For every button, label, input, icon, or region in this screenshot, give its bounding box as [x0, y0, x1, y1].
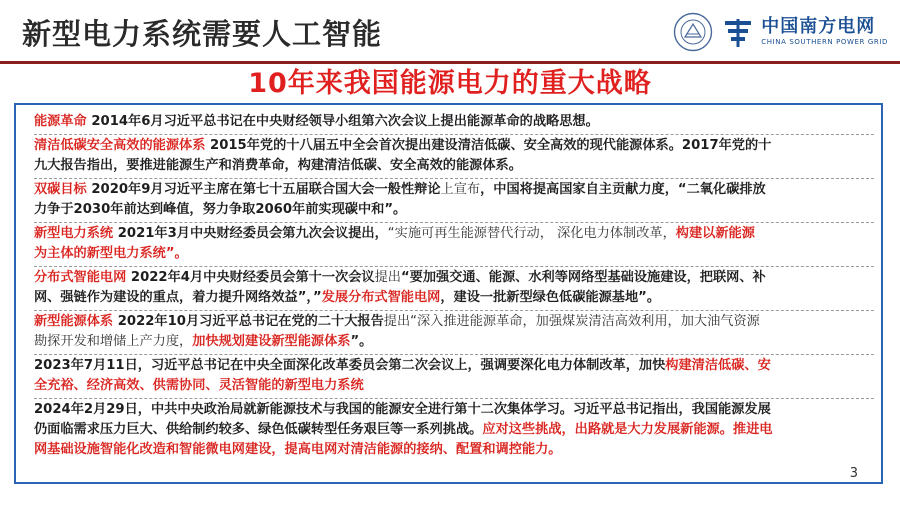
- item-text: 提出: [374, 270, 401, 285]
- item-line: [34, 156, 874, 176]
- strategy-tag: 分布式智能电网: [34, 270, 127, 285]
- item-line: [34, 312, 874, 332]
- slide-subtitle: 10年来我国能源电力的重大战略: [248, 68, 652, 99]
- strategy-tag: 新型能源体系: [34, 314, 114, 329]
- item-line: [34, 224, 874, 244]
- page-number: 3: [849, 466, 858, 481]
- item-text: 2020年9月习近平主席在第七十五届联合国大会一般性辩论: [91, 182, 441, 197]
- csg-logo-icon: [721, 15, 755, 49]
- strategy-tag: 新型电力系统: [34, 226, 114, 241]
- item-highlight: 加快规划建设新型能源体系: [192, 334, 351, 349]
- item-text: 上宣布: [440, 182, 481, 197]
- item-line: [34, 420, 874, 440]
- item-text: 2015年党的十八届五中全会首次提出建设清洁低碳、安全高效的现代能源体系。2017年党的十: [210, 138, 772, 153]
- strategy-item-energy-revolution: [34, 111, 874, 135]
- strategy-item-new-energy-system: [34, 311, 874, 355]
- item-text: 2023年7月11日，习近平总书记在中央全面深化改革委员会第二次会议上，强调要深化电力体制改革，加快: [34, 358, 666, 373]
- strategy-tag: 双碳目标: [34, 182, 87, 197]
- item-text: ”。: [350, 334, 373, 349]
- strategy-item-new-power-system: [34, 223, 874, 267]
- item-text: 网、强链作为建设的重点，着力提升网络效益”，”: [34, 290, 322, 305]
- item-text: 2024年2月29日，中共中央政治局就新能源技术与我国的能源安全进行第十二次集体学习。习近平总书记指出，我国能源发展: [34, 402, 771, 417]
- item-line: [34, 112, 874, 132]
- item-text: 2014年6月习近平总书记在中央财经领导小组第六次会议上提出能源革命的战略思想。: [91, 114, 599, 129]
- strategy-item-2024-study: [34, 399, 874, 462]
- logo-name-en: CHINA SOUTHERN POWER GRID: [761, 38, 888, 46]
- item-line: [34, 356, 874, 376]
- item-line: [34, 400, 874, 420]
- item-text: 勘探开发和增储上产力度，: [34, 334, 193, 349]
- content-box: [14, 103, 883, 484]
- strategy-item-2023-reform: [34, 355, 874, 399]
- item-text: 提出“深入推进能源革命，加强煤炭清洁高效利用，加大油气资源: [383, 314, 760, 329]
- item-line: [34, 244, 874, 264]
- item-line: [34, 376, 874, 396]
- item-highlight: 为主体的新型电力系统”。: [34, 246, 188, 261]
- item-highlight: 应对这些挑战，出路就是大力发展新能源。推进电: [482, 422, 773, 437]
- strategy-item-distributed-smart-grid: [34, 267, 874, 311]
- csg-logo-text: [761, 17, 888, 47]
- item-line: [34, 440, 874, 460]
- item-line: [34, 200, 874, 220]
- item-text: 2022年4月中央财经委员会第十一次会议: [130, 270, 375, 285]
- item-text: “实施可再生能源替代行动， 深化电力体制改革，: [387, 226, 676, 241]
- item-text: ，建设一批新型绿色低碳能源基地”。: [440, 290, 661, 305]
- item-text: 九大报告指出，要推进能源生产和消费革命，构建清洁低碳、安全高效的能源体系。: [34, 158, 522, 173]
- item-line: [34, 268, 874, 288]
- strategy-list: [34, 111, 874, 462]
- item-text: “要加强交通、能源、水利等网络型基础设施建设，把联网、补: [400, 270, 766, 285]
- item-text: 2022年10月习近平总书记在党的二十大报告: [117, 314, 384, 329]
- logo-name-cn: 中国南方电网: [761, 16, 876, 37]
- strategy-tag: 清洁低碳安全高效的能源体系: [34, 138, 206, 153]
- item-text: 2021年3月中央财经委员会第九次会议提出，: [117, 226, 388, 241]
- strategy-tag: 能源革命: [34, 114, 87, 129]
- item-text: 仍面临需求压力巨大、供给制约较多、绿色低碳转型任务艰巨等一系列挑战。: [34, 422, 483, 437]
- item-line: [34, 180, 874, 200]
- item-text: ，中国将提高国家自主贡献力度，“二氧化碳排放: [480, 182, 766, 197]
- slide-title: 新型电力系统需要人工智能: [22, 17, 383, 51]
- item-line: [34, 288, 874, 308]
- university-seal-icon: [673, 12, 713, 52]
- item-line: [34, 332, 874, 352]
- item-highlight: 发展分布式智能电网: [321, 290, 441, 305]
- strategy-item-clean-energy-system: [34, 135, 874, 179]
- strategy-item-dual-carbon: [34, 179, 874, 223]
- item-highlight: 构建清洁低碳、安: [665, 358, 771, 373]
- item-line: [34, 136, 874, 156]
- item-highlight: 网基础设施智能化改造和智能微电网建设，提高电网对清洁能源的接纳、配置和调控能力。: [34, 442, 562, 457]
- item-highlight: 全充裕、经济高效、供需协同、灵活智能的新型电力系统: [34, 378, 364, 393]
- item-highlight: 构建以新能源: [675, 226, 755, 241]
- header-divider: [0, 61, 900, 64]
- item-text: 力争于2030年前达到峰值，努力争取2060年前实现碳中和”。: [34, 202, 407, 217]
- logo-area: [673, 10, 888, 54]
